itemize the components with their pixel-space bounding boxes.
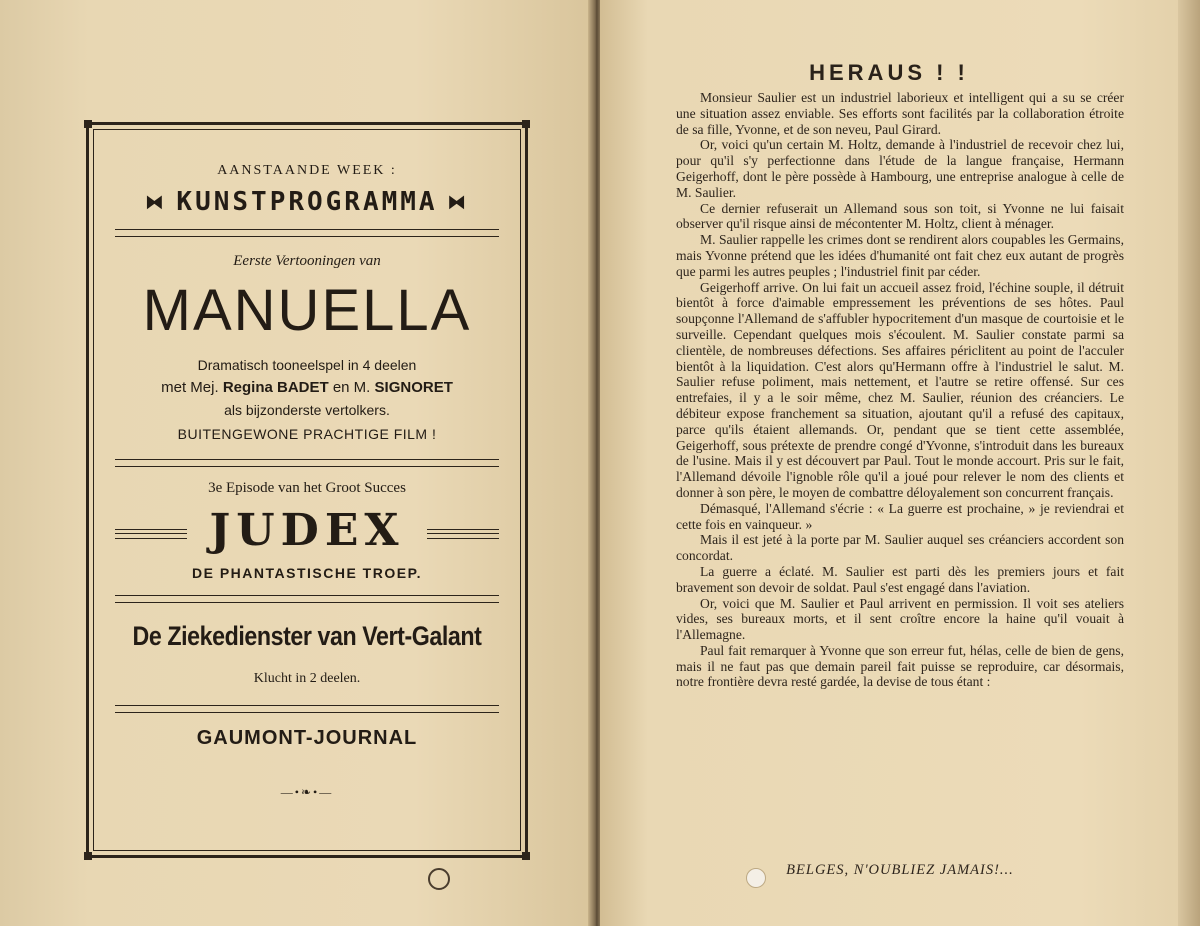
first-showing-label: Eerste Vertooningen van bbox=[233, 253, 381, 269]
page-edge bbox=[1178, 0, 1200, 926]
film-title-judex: JUDEX bbox=[209, 505, 405, 556]
story-paragraph: Paul fait remarquer à Yvonne que son erreur fut, hélas, celle de bien de gens, mais il ne faut pas que demain pareil fait puisse se reproduire, car désormais, notre frontière devra resté gardée, la devise de tous étant : bbox=[676, 642, 1124, 690]
binding-hole bbox=[746, 868, 766, 888]
cast-prefix: met Mej. bbox=[161, 379, 219, 396]
story-paragraph: Démasqué, l'Allemand s'écrie : « La guerre est prochaine, » je reviendrai et cette fois en vainqueur. » bbox=[676, 500, 1124, 532]
ornament-icon: ⧓ bbox=[447, 192, 469, 213]
story-paragraph: M. Saulier rappelle les crimes dont se rendirent alors coupables les Germains, mais Yvonne prétend que les idées d'humanité ont fait chez eux autant de progrès que parmi les autres peuples ; l'industriel finit par céder. bbox=[676, 232, 1124, 279]
film-program-poster bbox=[89, 125, 525, 855]
divider bbox=[115, 595, 499, 603]
binding-hole bbox=[428, 868, 450, 890]
poster-frame bbox=[86, 122, 528, 858]
cast-actor: SIGNORET bbox=[374, 379, 453, 396]
next-week-heading: AANSTAANDE WEEK : bbox=[217, 163, 397, 178]
film-title-ziekedienster: De Ziekedienster van Vert-Galant bbox=[132, 621, 482, 651]
ornament-icon: ⧓ bbox=[145, 192, 167, 213]
film-tagline: BUITENGEWONE PRACHTIGE FILM ! bbox=[177, 426, 437, 442]
story-body bbox=[676, 90, 1124, 690]
story-paragraph: Or, voici qu'un certain M. Holtz, demande à l'industriel de recevoir chez lui, pour qu'il s'y perfectionne dans l'étude de la langue française, Hermann Geigerhoff, dont le père possède à Hambourg, une entreprise analogue à celle de M. Saulier. bbox=[676, 137, 1124, 200]
film-title-manuella: MANUELLA bbox=[142, 278, 472, 343]
film-subtitle: DE PHANTASTISCHE TROEP. bbox=[191, 565, 422, 581]
bottom-ornament: —•❧•— bbox=[280, 785, 334, 799]
decorative-rule bbox=[115, 529, 187, 539]
cast-line bbox=[89, 379, 525, 396]
program-title-text: KUNSTPROGRAMMA bbox=[176, 187, 438, 217]
cast-suffix: als bijzonderste vertolkers. bbox=[224, 402, 390, 418]
story-paragraph: Or, voici que M. Saulier et Paul arrivent en permission. Il voit ses ateliers vides, ses bureaux morts, et il sent croître encore la haine qu'il vouait à l'Allemagne. bbox=[676, 595, 1124, 643]
story-paragraph: La guerre a éclaté. M. Saulier est parti dès les premiers jours et fait bravement son devoir de soldat. Paul s'est engagé dans l'aviation. bbox=[676, 563, 1124, 595]
cast-actress: Regina BADET bbox=[222, 379, 329, 396]
decorative-rule bbox=[427, 529, 499, 539]
divider bbox=[115, 459, 499, 467]
story-paragraph: Mais il est jeté à la porte par M. Saulier auquel ses créanciers accordent son concordat. bbox=[676, 532, 1124, 564]
story-paragraph: Geigerhoff arrive. On lui fait un accueil assez froid, l'échine souple, il détruit bientôt à force d'aimable empressement les préventions de ses hôtes. Paul soupçonne l'Allemand de s'affubler hypocritement d'un masque de courtoisie et le surveille. Cependant quelques mois s'écoulent. M. Saulier constate parmi sa clientèle, de nombreuses défections. Ses affaires périclitent au point de l'acculer bientôt à la liquidation. C'est alors qu'Hermann offre à l'industriel le salut. M. Saulier refuse poliment, mais nettement, et l'autre se retire offensé. Sur ces entrefaies, il y a le soir même, chez M. Saulier, réunion des créanciers. Le débiteur expose franchement sa situation, ajoutant qu'il a refusé des capitaux, parce qu'ils étaient allemands. Or, pendant que se tient cette assemblée, Geigerhoff, sous prétexte de prendre congé d'Yvonne, s'introduit dans les bureaux de l'usine. Mais il y est découvert par Paul. Tout le monde accourt. Pris sur le fait, l'Allemand dévoile l'ignoble rôle qu'il a joué pour relever le nom des clients et donner à son père, le moyen de combattre déloyalement son concurrent français. bbox=[676, 279, 1124, 500]
film-genre-klucht: Klucht in 2 deelen. bbox=[253, 671, 361, 686]
divider bbox=[115, 229, 499, 237]
episode-line: 3e Episode van het Groot Succes bbox=[208, 480, 406, 496]
story-paragraph: Ce dernier refuserait un Allemand sous son toit, si Yvonne ne lui faisait observer qu'il risque ainsi de mécontenter M. Holtz, client à ménager. bbox=[676, 200, 1124, 232]
left-page bbox=[0, 0, 592, 926]
closing-motto: BELGES, N'OUBLIEZ JAMAIS!... bbox=[786, 862, 1014, 878]
program-title bbox=[89, 187, 525, 217]
judex-row bbox=[89, 505, 525, 555]
story-paragraph: Monsieur Saulier est un industriel laborieux et intelligent qui a su se créer une situation assez enviable. Ses efforts sont facilités par la collaboration étroite de sa fille, Yvonne, et de son neveu, Paul Girard. bbox=[676, 90, 1124, 137]
story-title: HERAUS ! ! bbox=[809, 60, 969, 85]
divider bbox=[115, 705, 499, 713]
cast-connector: en M. bbox=[332, 379, 371, 396]
film-genre: Dramatisch tooneelspel in 4 deelen bbox=[197, 357, 417, 373]
newsreel-title: GAUMONT-JOURNAL bbox=[196, 727, 418, 749]
